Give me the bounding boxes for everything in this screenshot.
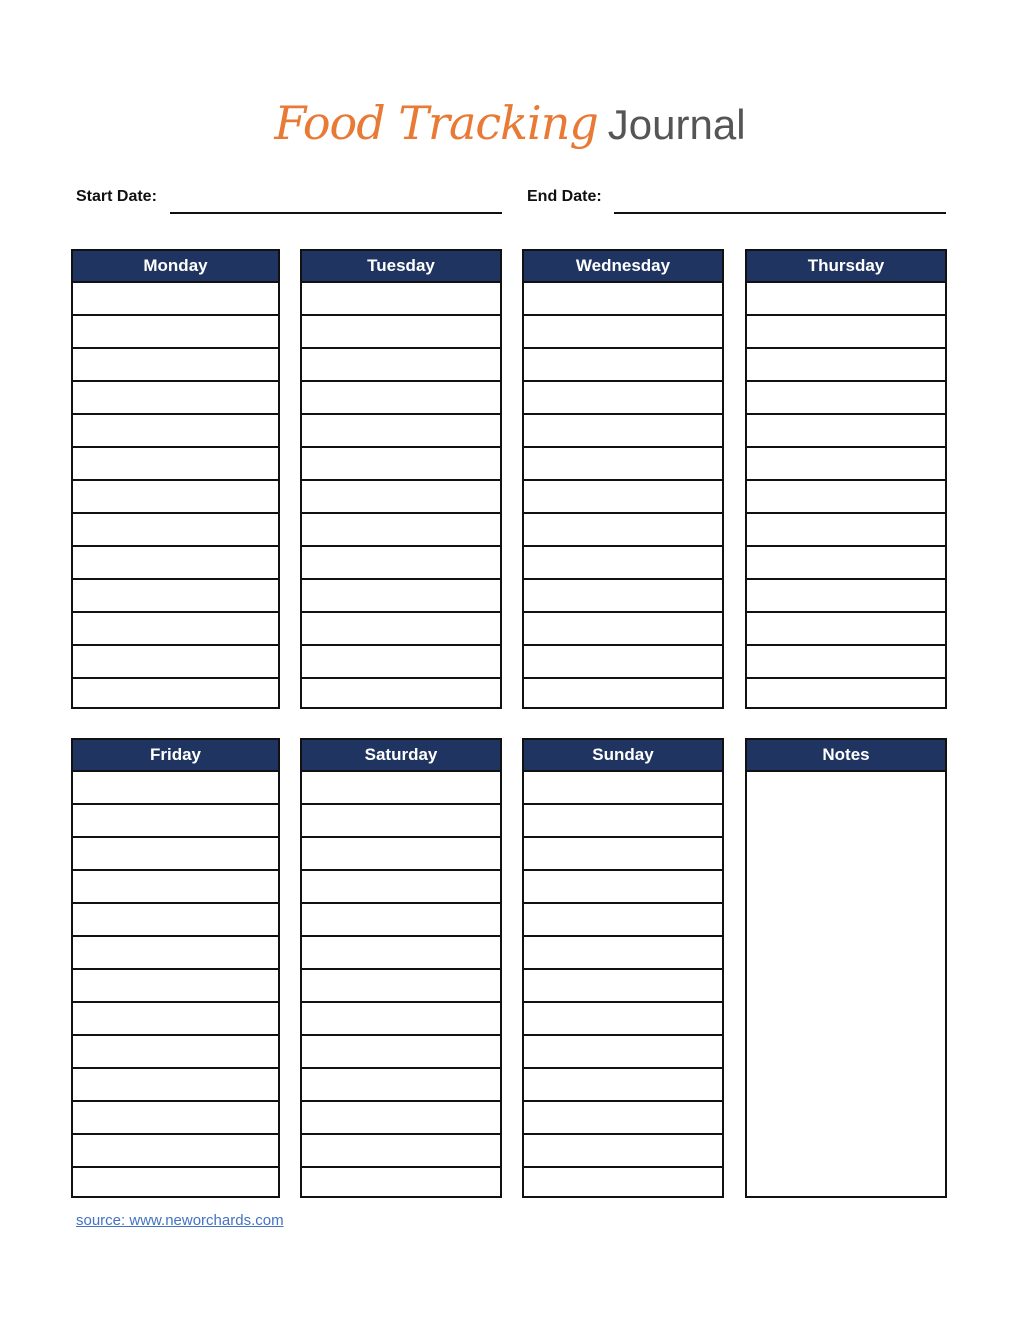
end-date-label: End Date: — [527, 188, 602, 205]
day-header: Thursday — [747, 251, 945, 283]
entry-line[interactable] — [524, 679, 722, 710]
entry-line[interactable] — [524, 481, 722, 514]
entry-line[interactable] — [73, 547, 278, 580]
entry-line[interactable] — [302, 580, 500, 613]
entry-line[interactable] — [524, 772, 722, 805]
start-date-field[interactable] — [170, 212, 502, 214]
entry-line[interactable] — [73, 970, 278, 1003]
entry-line[interactable] — [302, 1069, 500, 1102]
entry-line[interactable] — [73, 448, 278, 481]
entry-line[interactable] — [524, 646, 722, 679]
entry-line[interactable] — [73, 937, 278, 970]
entry-line[interactable] — [302, 679, 500, 710]
entry-line[interactable] — [302, 382, 500, 415]
entry-line[interactable] — [73, 805, 278, 838]
entry-line[interactable] — [73, 514, 278, 547]
entry-line[interactable] — [524, 415, 722, 448]
entry-line[interactable] — [302, 646, 500, 679]
day-header: Saturday — [302, 740, 500, 772]
entry-line[interactable] — [302, 547, 500, 580]
notes-card — [745, 738, 947, 1198]
entry-line[interactable] — [524, 580, 722, 613]
entry-line[interactable] — [747, 349, 945, 382]
entry-rows — [747, 283, 945, 710]
entry-line[interactable] — [302, 1003, 500, 1036]
entry-line[interactable] — [747, 448, 945, 481]
entry-line[interactable] — [73, 1003, 278, 1036]
entry-line[interactable] — [73, 772, 278, 805]
day-header: Wednesday — [524, 251, 722, 283]
entry-line[interactable] — [302, 805, 500, 838]
start-date-label: Start Date: — [76, 188, 157, 205]
entry-line[interactable] — [747, 646, 945, 679]
day-card-tuesday — [300, 249, 502, 709]
entry-rows — [524, 283, 722, 710]
entry-line[interactable] — [302, 937, 500, 970]
day-header: Tuesday — [302, 251, 500, 283]
entry-rows — [302, 283, 500, 710]
entry-line[interactable] — [302, 514, 500, 547]
entry-line[interactable] — [302, 970, 500, 1003]
day-card-sunday — [522, 738, 724, 1198]
entry-rows — [73, 772, 278, 1199]
entry-line[interactable] — [302, 415, 500, 448]
entry-line[interactable] — [302, 613, 500, 646]
notes-area[interactable] — [747, 772, 945, 1197]
entry-line[interactable] — [73, 871, 278, 904]
entry-line[interactable] — [302, 283, 500, 316]
entry-line[interactable] — [302, 316, 500, 349]
entry-line[interactable] — [302, 448, 500, 481]
entry-line[interactable] — [73, 382, 278, 415]
entry-line[interactable] — [302, 349, 500, 382]
day-card-friday — [71, 738, 280, 1198]
entry-line[interactable] — [747, 481, 945, 514]
entry-line[interactable] — [73, 1069, 278, 1102]
entry-line[interactable] — [747, 613, 945, 646]
entry-line[interactable] — [524, 970, 722, 1003]
day-card-monday — [71, 249, 280, 709]
entry-line[interactable] — [747, 283, 945, 316]
entry-line[interactable] — [302, 772, 500, 805]
entry-line[interactable] — [524, 1036, 722, 1069]
entry-line[interactable] — [302, 1036, 500, 1069]
entry-line[interactable] — [524, 1168, 722, 1199]
entry-line[interactable] — [73, 838, 278, 871]
entry-line[interactable] — [747, 316, 945, 349]
entry-line[interactable] — [73, 481, 278, 514]
end-date-field[interactable] — [614, 212, 946, 214]
entry-line[interactable] — [524, 382, 722, 415]
entry-line[interactable] — [73, 349, 278, 382]
entry-line[interactable] — [524, 904, 722, 937]
entry-line[interactable] — [524, 316, 722, 349]
entry-line[interactable] — [524, 514, 722, 547]
entry-line[interactable] — [524, 349, 722, 382]
day-header: Sunday — [524, 740, 722, 772]
entry-line[interactable] — [302, 481, 500, 514]
entry-line[interactable] — [747, 514, 945, 547]
entry-line[interactable] — [524, 547, 722, 580]
entry-line[interactable] — [302, 871, 500, 904]
entry-line[interactable] — [73, 580, 278, 613]
entry-line[interactable] — [524, 448, 722, 481]
entry-rows — [73, 283, 278, 710]
entry-line[interactable] — [73, 283, 278, 316]
day-header: Friday — [73, 740, 278, 772]
entry-line[interactable] — [73, 904, 278, 937]
title-script: Food Tracking — [274, 96, 598, 150]
notes-header: Notes — [747, 740, 945, 772]
day-card-thursday — [745, 249, 947, 709]
entry-line[interactable] — [747, 679, 945, 710]
entry-line[interactable] — [302, 1168, 500, 1199]
title-plain: Journal — [607, 101, 746, 148]
entry-line[interactable] — [73, 415, 278, 448]
entry-line[interactable] — [524, 937, 722, 970]
entry-line[interactable] — [524, 1069, 722, 1102]
entry-line[interactable] — [747, 415, 945, 448]
entry-line[interactable] — [73, 316, 278, 349]
entry-line[interactable] — [73, 1168, 278, 1199]
entry-line[interactable] — [73, 646, 278, 679]
entry-line[interactable] — [302, 1135, 500, 1168]
entry-line[interactable] — [524, 1135, 722, 1168]
day-header: Monday — [73, 251, 278, 283]
entry-line[interactable] — [524, 1102, 722, 1135]
entry-line[interactable] — [73, 679, 278, 710]
entry-line[interactable] — [524, 283, 722, 316]
entry-line[interactable] — [747, 580, 945, 613]
entry-line[interactable] — [302, 838, 500, 871]
entry-rows — [302, 772, 500, 1199]
entry-line[interactable] — [73, 1135, 278, 1168]
entry-line[interactable] — [524, 871, 722, 904]
entry-line[interactable] — [302, 1102, 500, 1135]
entry-line[interactable] — [302, 904, 500, 937]
entry-line[interactable] — [73, 613, 278, 646]
entry-rows — [524, 772, 722, 1199]
source-link[interactable]: source: www.neworchards.com — [76, 1212, 284, 1229]
entry-line[interactable] — [524, 613, 722, 646]
entry-line[interactable] — [73, 1036, 278, 1069]
day-card-wednesday — [522, 249, 724, 709]
day-card-saturday — [300, 738, 502, 1198]
page-title — [0, 96, 1020, 150]
entry-line[interactable] — [524, 1003, 722, 1036]
entry-line[interactable] — [73, 1102, 278, 1135]
entry-line[interactable] — [524, 805, 722, 838]
entry-line[interactable] — [747, 382, 945, 415]
entry-line[interactable] — [747, 547, 945, 580]
entry-line[interactable] — [524, 838, 722, 871]
